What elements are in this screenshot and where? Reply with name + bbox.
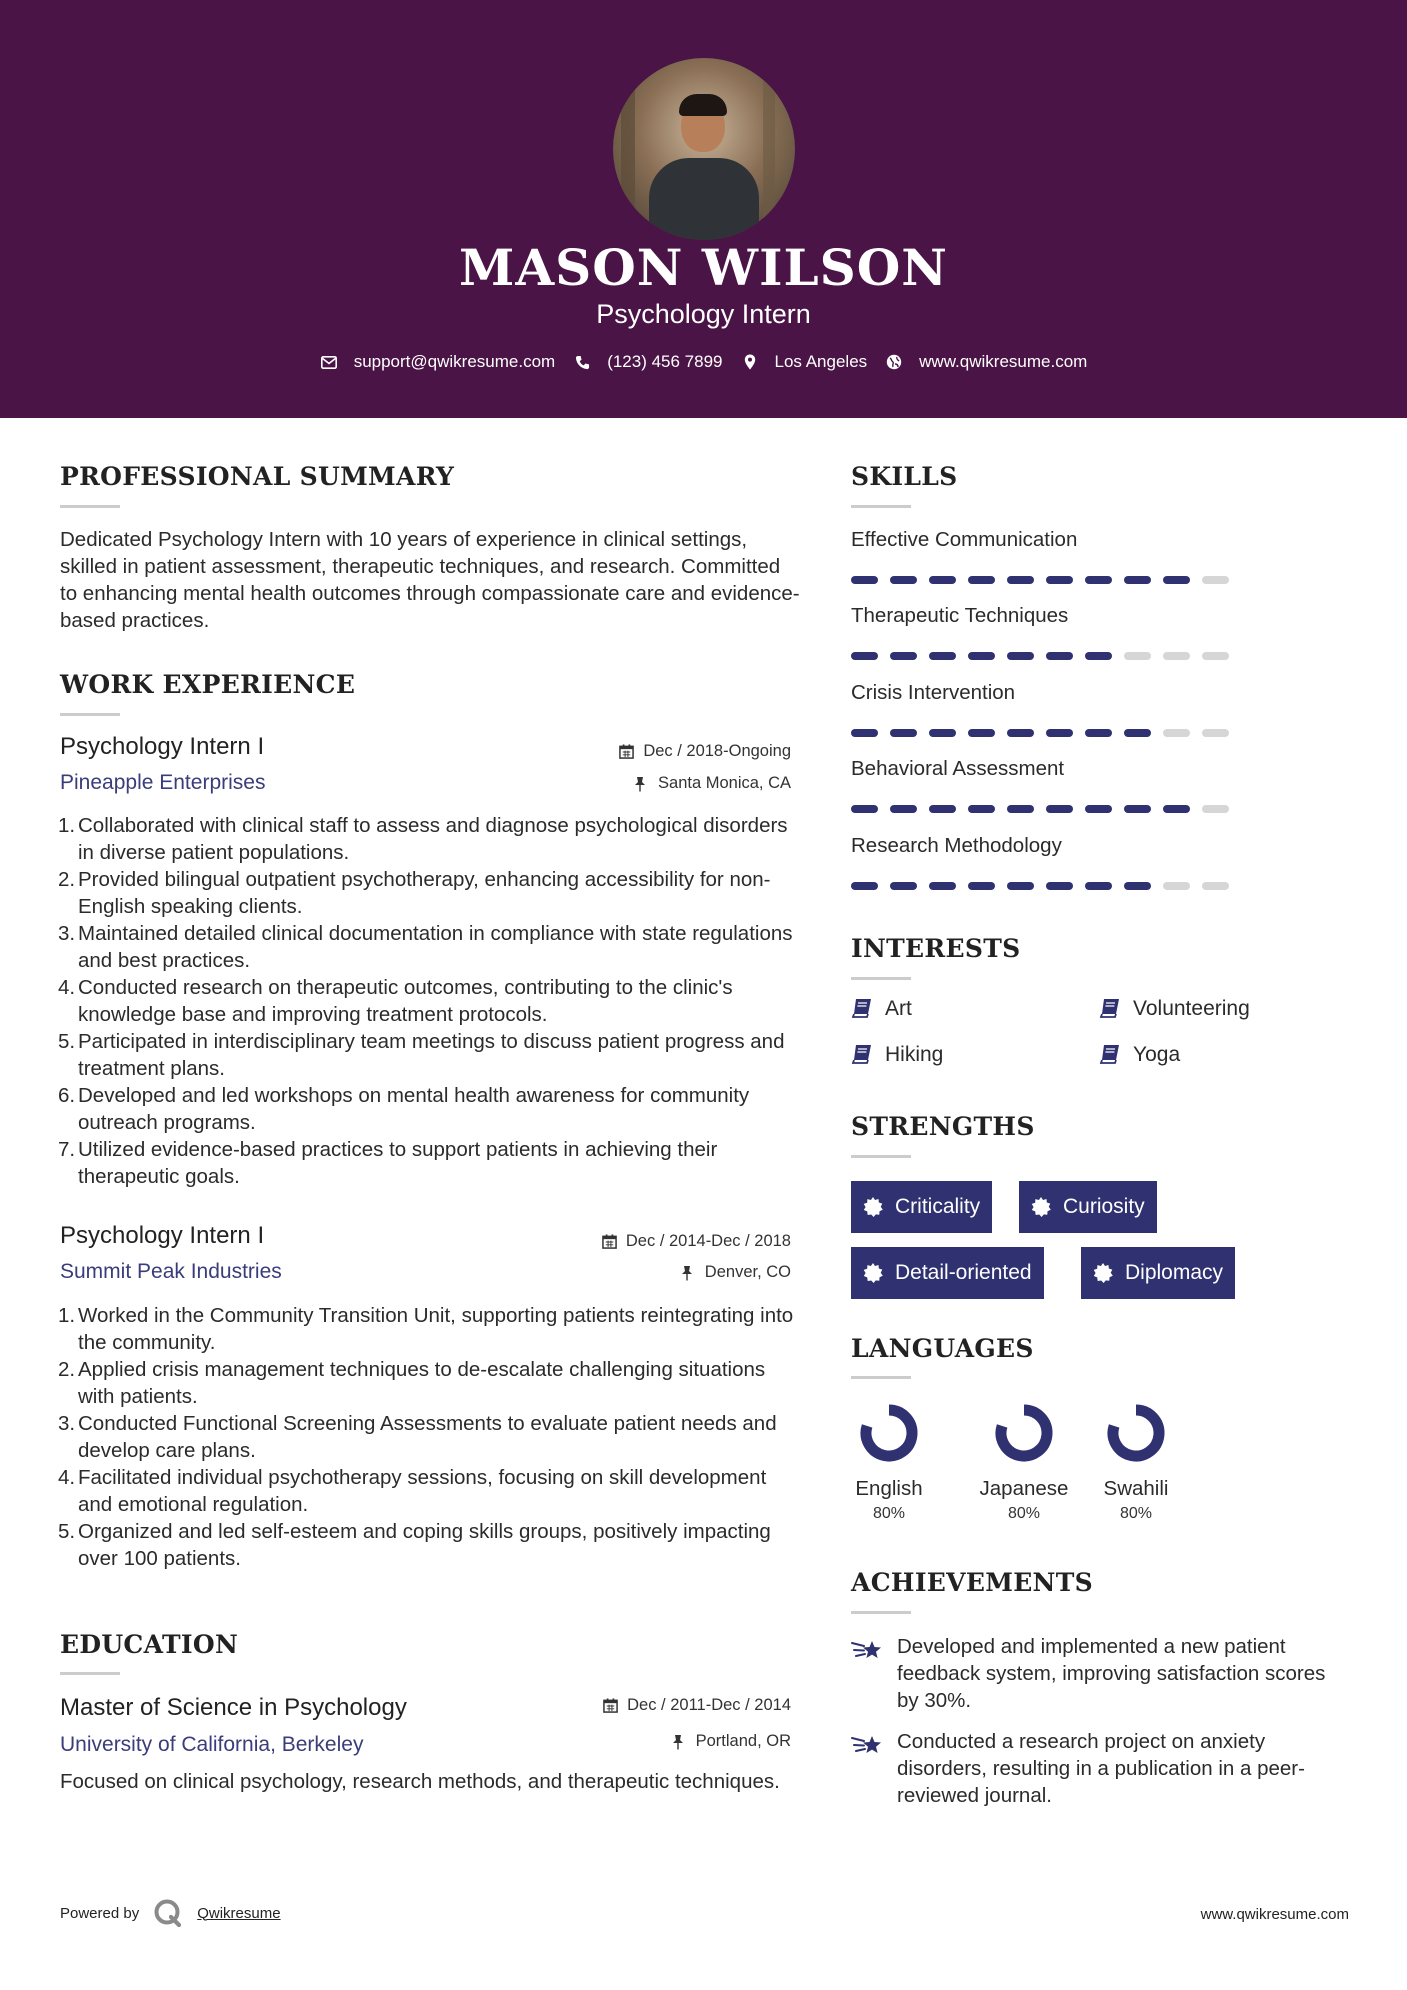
skill-dot-filled (929, 805, 956, 813)
job-location (500, 1263, 791, 1282)
achievements-heading: ACHIEVEMENTS (851, 1568, 1093, 1597)
languages-divider (851, 1376, 911, 1379)
skill-dot-filled (1124, 729, 1151, 737)
skill-dot-filled (968, 882, 995, 890)
skill-name: Effective Communication (851, 528, 1078, 551)
skill-dot-filled (1085, 729, 1112, 737)
summary-text: Dedicated Psychology Intern with 10 years of experience in clinical settings, skilled in patient assessment, therapeutic techniques, and research. Committed to enhancing mental health outcomes through compassionate care and evidence-based practices. (60, 528, 800, 632)
phone-icon (573, 353, 591, 371)
language-percent: 80% (1007, 1505, 1041, 1522)
list-item: 5. Participated in interdisciplinary team meetings to discuss patient progress and treatment plans. (58, 1030, 785, 1080)
job-responsibilities (60, 812, 800, 1190)
education-divider (60, 1672, 120, 1675)
job-location-text: Denver, CO (704, 1263, 791, 1281)
skill-name: Therapeutic Techniques (851, 604, 1069, 627)
strengths-heading: STRENGTHS (851, 1112, 1035, 1141)
skill-dot-filled (851, 882, 878, 890)
skill-dot-filled (968, 805, 995, 813)
skill-dot-filled (929, 729, 956, 737)
skill-dot-empty (1163, 652, 1190, 660)
contact-bar (0, 352, 1407, 372)
skill-dot-filled (968, 652, 995, 660)
job-location-text: Santa Monica, CA (658, 774, 791, 792)
skill-dot-filled (1007, 652, 1034, 660)
education-heading: EDUCATION (60, 1630, 239, 1659)
book-icon (851, 1044, 873, 1066)
skills-divider (851, 505, 911, 508)
skill-dot-filled (1007, 576, 1034, 584)
interests-divider (851, 977, 911, 980)
contact-location (741, 352, 868, 372)
list-item: 7. Utilized evidence-based practices to support patients in achieving their therapeutic goals. (58, 1138, 718, 1188)
skill-dot-empty (1202, 652, 1229, 660)
interests-heading: INTERESTS (851, 934, 1021, 963)
skill-dot-empty (1163, 729, 1190, 737)
achievement-item: Conducted a research project on anxiety disorders, resulting in a publication in a peer-reviewed journal. (851, 1728, 1331, 1809)
language-percent: 80% (1119, 1505, 1153, 1522)
language-item (839, 1404, 939, 1523)
job-dates-text: Dec / 2014-Dec / 2018 (625, 1232, 791, 1250)
strength-badge: Detail-oriented (851, 1247, 1044, 1299)
job-dates (500, 1232, 791, 1251)
contact-phone[interactable] (573, 352, 722, 372)
candidate-title: Psychology Intern (596, 299, 811, 329)
footer-powered-by (60, 1898, 281, 1928)
list-item: 3. Conducted Functional Screening Assessments to evaluate patient needs and develop care plans. (58, 1412, 777, 1462)
job-title: Psychology Intern I (60, 1222, 265, 1249)
achievements-divider (851, 1611, 911, 1614)
list-item: 1. Collaborated with clinical staff to assess and diagnose psychological disorders in diverse patient populations. (58, 814, 788, 864)
skill-dot-filled (851, 729, 878, 737)
skill-dot-filled (929, 576, 956, 584)
skill-level-bar (851, 652, 1241, 660)
language-progress-arc (866, 1410, 912, 1456)
shooting-star-icon (851, 1730, 885, 1760)
contact-email[interactable] (320, 352, 556, 372)
language-progress-ring (995, 1404, 1053, 1462)
skill-dot-filled (890, 805, 917, 813)
skill-dot-filled (1007, 882, 1034, 890)
job-company: Summit Peak Industries (60, 1260, 282, 1283)
pushpin-icon (634, 776, 650, 792)
map-pin-icon (741, 353, 759, 371)
skill-name: Research Methodology (851, 834, 1062, 857)
skill-dot-filled (1046, 652, 1073, 660)
skill-dot-filled (1124, 882, 1151, 890)
contact-email-text: support@qwikresume.com (353, 352, 556, 371)
skill-dot-empty (1202, 729, 1229, 737)
job-responsibilities (60, 1302, 800, 1572)
list-item: 4. Facilitated individual psychotherapy sessions, focusing on skill development and emotional regulation. (58, 1466, 767, 1516)
job-location (500, 774, 791, 793)
calendar-icon (602, 1234, 618, 1250)
skill-dot-filled (929, 652, 956, 660)
skill-dot-filled (851, 652, 878, 660)
skill-dot-filled (968, 729, 995, 737)
skills-heading: SKILLS (851, 462, 958, 491)
summary-divider (60, 505, 120, 508)
skill-dot-filled (1163, 805, 1190, 813)
language-progress-arc (1113, 1410, 1159, 1456)
skill-dot-filled (1046, 805, 1073, 813)
language-name: English (855, 1477, 923, 1500)
skill-dot-empty (1202, 882, 1229, 890)
interest-item: Art (851, 997, 912, 1021)
skill-dot-filled (1124, 805, 1151, 813)
skill-dot-filled (929, 882, 956, 890)
experience-divider (60, 713, 120, 716)
qwikresume-logo-icon (153, 1898, 183, 1928)
language-progress-arc (1001, 1410, 1047, 1456)
education-location-text: Portland, OR (695, 1732, 791, 1750)
skill-name: Behavioral Assessment (851, 757, 1065, 780)
pushpin-icon (672, 1734, 688, 1750)
skill-dot-filled (890, 729, 917, 737)
list-item: 2. Provided bilingual outpatient psychotherapy, enhancing accessibility for non-English speaking clients. (58, 868, 771, 918)
skill-dot-empty (1163, 882, 1190, 890)
contact-website-text: www.qwikresume.com (919, 352, 1088, 371)
badge-star-icon (863, 1263, 883, 1283)
languages-heading: LANGUAGES (851, 1334, 1034, 1363)
interest-item: Yoga (1099, 1043, 1180, 1067)
education-description: Focused on clinical psychology, research methods, and therapeutic techniques. (60, 1770, 780, 1793)
interest-item: Hiking (851, 1043, 943, 1067)
qwikresume-link[interactable]: Qwikresume (197, 1904, 281, 1922)
language-item (974, 1404, 1074, 1523)
pushpin-icon (681, 1265, 697, 1281)
language-progress-ring (1107, 1404, 1165, 1462)
language-progress-ring (860, 1404, 918, 1462)
list-item: 5. Organized and led self-esteem and coping skills groups, positively impacting over 100 patients. (58, 1520, 771, 1570)
resume-header (0, 0, 1407, 418)
footer-website[interactable]: www.qwikresume.com (1200, 1906, 1349, 1923)
skill-dot-empty (1202, 576, 1229, 584)
skill-dot-filled (1085, 805, 1112, 813)
achievement-item: Developed and implemented a new patient feedback system, improving satisfaction scores by 30%. (851, 1633, 1331, 1714)
book-icon (1099, 1044, 1121, 1066)
list-item: 1. Worked in the Community Transition Unit, supporting patients reintegrating into the community. (58, 1304, 794, 1354)
strength-badge: Curiosity (1019, 1181, 1157, 1233)
job-title: Psychology Intern I (60, 733, 265, 760)
skill-level-bar (851, 805, 1241, 813)
contact-phone-text: (123) 456 7899 (607, 352, 723, 371)
skill-name: Crisis Intervention (851, 681, 1016, 704)
education-location (500, 1732, 791, 1751)
interest-item: Volunteering (1099, 997, 1250, 1021)
book-icon (851, 998, 873, 1020)
job-company: Pineapple Enterprises (60, 771, 266, 794)
skill-dot-filled (1046, 882, 1073, 890)
envelope-icon (320, 353, 338, 371)
school-name: University of California, Berkeley (60, 1733, 364, 1756)
strengths-divider (851, 1155, 911, 1158)
skill-level-bar (851, 882, 1241, 890)
list-item: 2. Applied crisis management techniques to de-escalate challenging situations with patients. (58, 1358, 766, 1408)
language-item (1086, 1404, 1186, 1523)
badge-star-icon (863, 1197, 883, 1217)
education-dates-text: Dec / 2011-Dec / 2014 (627, 1696, 791, 1714)
contact-location-text: Los Angeles (774, 352, 868, 371)
language-percent: 80% (872, 1505, 906, 1522)
skill-level-bar (851, 576, 1241, 584)
skill-dot-empty (1124, 652, 1151, 660)
strength-badge: Criticality (851, 1181, 992, 1233)
skill-dot-filled (1085, 576, 1112, 584)
summary-heading: PROFESSIONAL SUMMARY (60, 462, 455, 491)
language-name: Japanese (979, 1477, 1069, 1500)
skill-dot-filled (890, 576, 917, 584)
skill-dot-filled (851, 805, 878, 813)
skill-dot-filled (1085, 882, 1112, 890)
experience-heading: WORK EXPERIENCE (60, 670, 356, 699)
degree-title: Master of Science in Psychology (60, 1694, 407, 1721)
skill-dot-filled (1007, 729, 1034, 737)
list-item: 6. Developed and led workshops on mental health awareness for community outreach programs. (58, 1084, 750, 1134)
powered-by-label: Powered by (60, 1904, 140, 1922)
skill-dot-filled (1085, 652, 1112, 660)
skill-level-bar (851, 729, 1241, 737)
language-name: Swahili (1103, 1477, 1169, 1500)
list-item: 4. Conducted research on therapeutic outcomes, contributing to the clinic's knowledge base and improving treatment protocols. (58, 976, 733, 1026)
calendar-icon (619, 744, 635, 760)
contact-website[interactable] (885, 352, 1087, 372)
skill-dot-filled (1046, 729, 1073, 737)
candidate-name: MASON WILSON (459, 238, 948, 297)
skill-dot-filled (890, 882, 917, 890)
skill-dot-filled (1046, 576, 1073, 584)
shooting-star-icon (851, 1635, 885, 1665)
list-item: 3. Maintained detailed clinical documentation in compliance with state regulations and best practices. (58, 922, 793, 972)
job-dates (500, 742, 791, 761)
skill-dot-filled (1163, 576, 1190, 584)
calendar-icon (603, 1698, 619, 1714)
badge-star-icon (1093, 1263, 1113, 1283)
education-dates (500, 1696, 791, 1715)
skill-dot-filled (890, 652, 917, 660)
skill-dot-filled (851, 576, 878, 584)
skill-dot-empty (1202, 805, 1229, 813)
job-dates-text: Dec / 2018-Ongoing (643, 742, 791, 760)
skill-dot-filled (1124, 576, 1151, 584)
strength-badge: Diplomacy (1081, 1247, 1235, 1299)
skill-dot-filled (1007, 805, 1034, 813)
book-icon (1099, 998, 1121, 1020)
globe-icon (885, 353, 903, 371)
badge-star-icon (1031, 1197, 1051, 1217)
skill-dot-filled (968, 576, 995, 584)
profile-photo (613, 58, 795, 240)
